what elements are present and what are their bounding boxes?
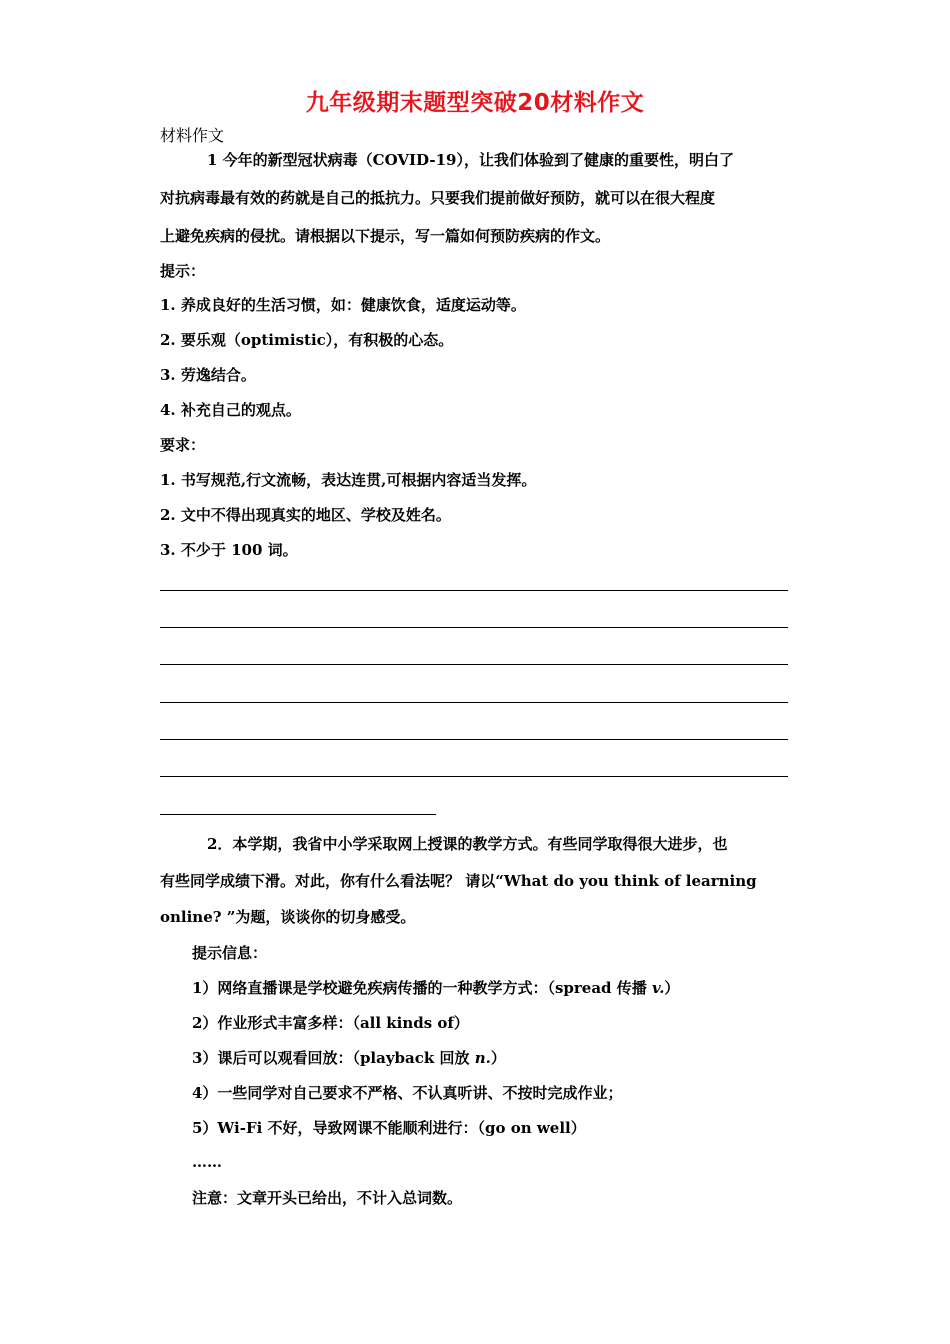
q1-requirements-label: 要求： — [160, 436, 206, 454]
q2-hints-label: 提示信息： — [192, 944, 268, 962]
page-title: 九年级期末题型突破20材料作文 — [305, 90, 645, 116]
q2-hint-3 — [192, 1048, 506, 1068]
q2-hint-2: 2）作业形式丰富多样：（all kinds of） — [192, 1014, 469, 1032]
q1-hints-label: 提示： — [160, 262, 206, 280]
q1-intro-line-2: 对抗病毒最有效的药就是自己的抵抗力。只要我们提前做好预防，就可以在很大程度 — [160, 189, 716, 207]
writing-line — [160, 702, 788, 703]
q1-hint-1: 1. 养成良好的生活习惯，如：健康饮食，适度运动等。 — [160, 296, 526, 314]
q2-intro-line-1: 2．本学期，我省中小学采取网上授课的教学方式。有些同学取得很大进步，也 — [207, 835, 728, 853]
q2-hint-1 — [192, 978, 679, 998]
q2-intro-line-3: online? ”为题，谈谈你的切身感受。 — [160, 908, 416, 926]
q1-intro-line-3: 上避免疾病的侵扰。请根据以下提示，写一篇如何预防疾病的作文。 — [160, 227, 611, 245]
q2-hint-1-close: ） — [664, 979, 680, 997]
q1-intro-line-1: 1 今年的新型冠状病毒（COVID-19），让我们体验到了健康的重要性，明白了 — [207, 151, 734, 169]
q2-ellipsis: …… — [192, 1153, 222, 1171]
q2-hint-4: 4）一些同学对自己要求不严格、不认真听讲、不按时完成作业； — [192, 1084, 623, 1102]
section-label: 材料作文 — [160, 126, 225, 145]
q1-requirement-1: 1. 书写规范,行文流畅，表达连贯,可根据内容适当发挥。 — [160, 471, 537, 489]
writing-line — [160, 590, 788, 591]
writing-line — [160, 739, 788, 740]
q1-hint-2: 2. 要乐观（optimistic），有积极的心态。 — [160, 331, 454, 349]
q2-hint-1-text: 1）网络直播课是学校避免疾病传播的一种教学方式：（spread 传播 — [192, 979, 652, 997]
writing-line — [160, 776, 788, 777]
writing-line-short — [160, 814, 436, 815]
q2-hint-3-close: ） — [490, 1049, 506, 1067]
q2-hint-5: 5）Wi-Fi 不好，导致网课不能顺利进行：（go on well） — [192, 1119, 586, 1137]
q1-requirement-3: 3. 不少于 100 词。 — [160, 541, 298, 559]
writing-line — [160, 664, 788, 665]
writing-line — [160, 627, 788, 628]
q2-hint-1-pos: v. — [651, 979, 665, 997]
q1-hint-3: 3. 劳逸结合。 — [160, 366, 256, 384]
q1-requirement-2: 2. 文中不得出现真实的地区、学校及姓名。 — [160, 506, 451, 524]
q2-intro-line-2: 有些同学成绩下滑。对此，你有什么看法呢？ 请以“What do you think of learning — [160, 872, 757, 890]
q2-hint-3-text: 3）课后可以观看回放：（playback 回放 — [192, 1049, 475, 1067]
q2-note: 注意：文章开头已给出，不计入总词数。 — [192, 1189, 463, 1207]
q2-hint-3-pos: n. — [474, 1049, 491, 1067]
q1-hint-4: 4. 补充自己的观点。 — [160, 401, 301, 419]
